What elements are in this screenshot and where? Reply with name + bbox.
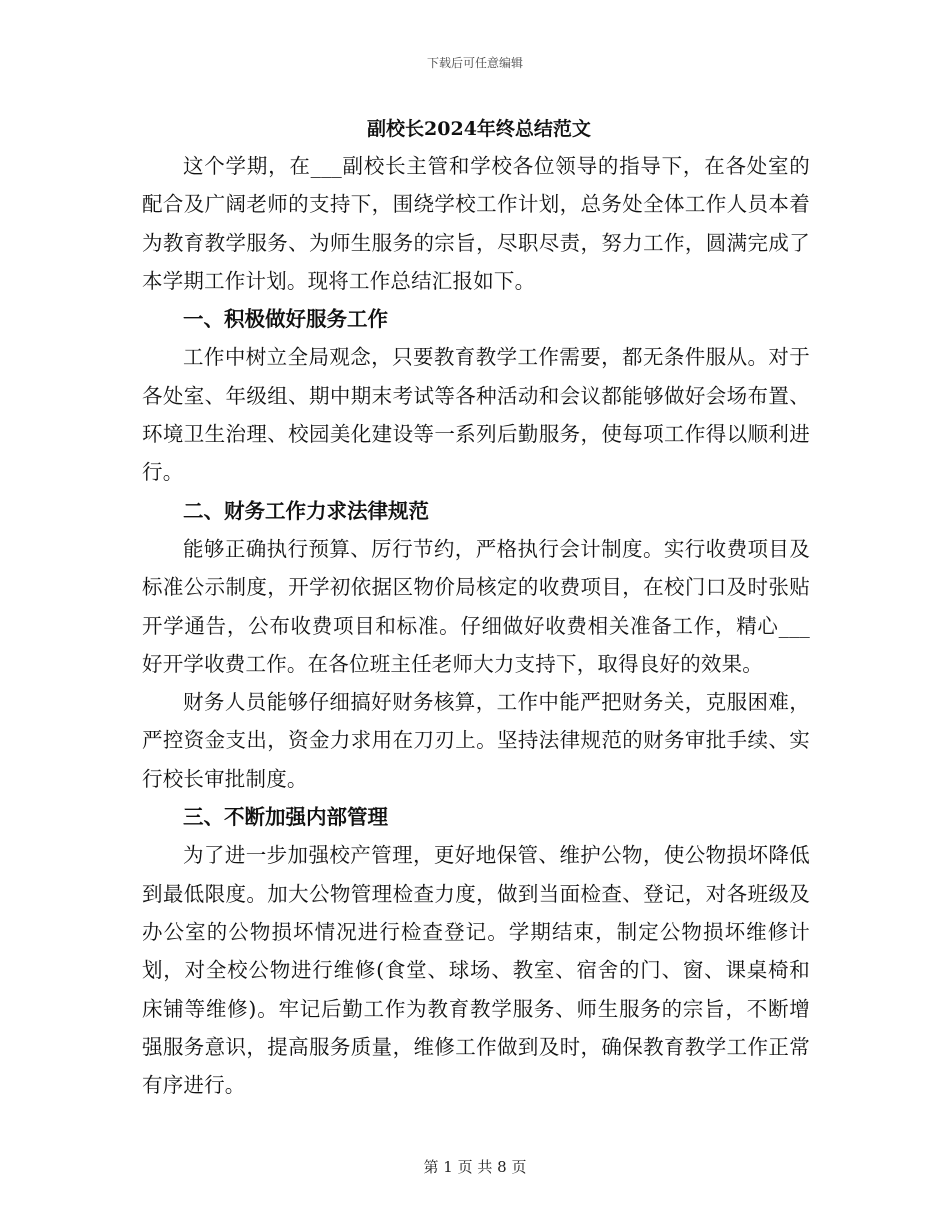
section-heading-management: 三、不断加强内部管理 <box>183 805 388 830</box>
section-heading-service: 一、积极做好服务工作 <box>183 307 388 332</box>
intro-paragraph: 这个学期，在___副校长主管和学校各位领导的指导下，在各处室的配合及广阔老师的支持下，围绕学校工作计划，总务处全体工作人员本着为教育教学服务、为师生服务的宗旨，尽职尽责，努力工作，圆满完成了本学期工作计划。现将工作总结汇报如下。 <box>142 154 810 293</box>
section-paragraph: 财务人员能够仔细搞好财务核算，工作中能严把财务关，克服困难，严控资金支出，资金力求用在刀刃上。坚持法律规范的财务审批手续、实行校长审批制度。 <box>142 690 810 791</box>
document-title: 副校长2024年终总结范文 <box>367 118 591 140</box>
section-paragraph: 为了进一步加强校产管理，更好地保管、维护公物，使公物损坏降低到最低限度。加大公物管理检查力度，做到当面检查、登记，对各班级及办公室的公物损坏情况进行检查登记。学期结束，制定公物损坏维修计划，对全校公物进行维修(食堂、球场、教室、宿舍的门、窗、课桌椅和床铺等维修)。牢记后勤工作为教育教学服务、师生服务的宗旨，不断增强服务意识，提高服务质量，维修工作做到及时，确保教育教学工作正常有序进行。 <box>142 843 810 1098</box>
section-heading-finance: 二、财务工作力求法律规范 <box>183 498 429 523</box>
section-paragraph: 能够正确执行预算、厉行节约，严格执行会计制度。实行收费项目及标准公示制度，开学初依据区物价局核定的收费项目，在校门口及时张贴开学通告，公布收费项目和标准。仔细做好收费相关准备工作，精心___好开学收费工作。在各位班主任老师大力支持下，取得良好的效果。 <box>142 536 810 676</box>
page-number-footer: 第 1 页 共 8 页 <box>423 1158 527 1176</box>
section-paragraph: 工作中树立全局观念，只要教育教学工作需要，都无条件服从。对于各处室、年级组、期中期末考试等各种活动和会议都能够做好会场布置、环境卫生治理、校园美化建设等一系列后勤服务，使每项工作得以顺利进行。 <box>142 345 810 485</box>
document-body <box>142 111 810 1104</box>
header-note: 下载后可任意编辑 <box>426 56 523 70</box>
